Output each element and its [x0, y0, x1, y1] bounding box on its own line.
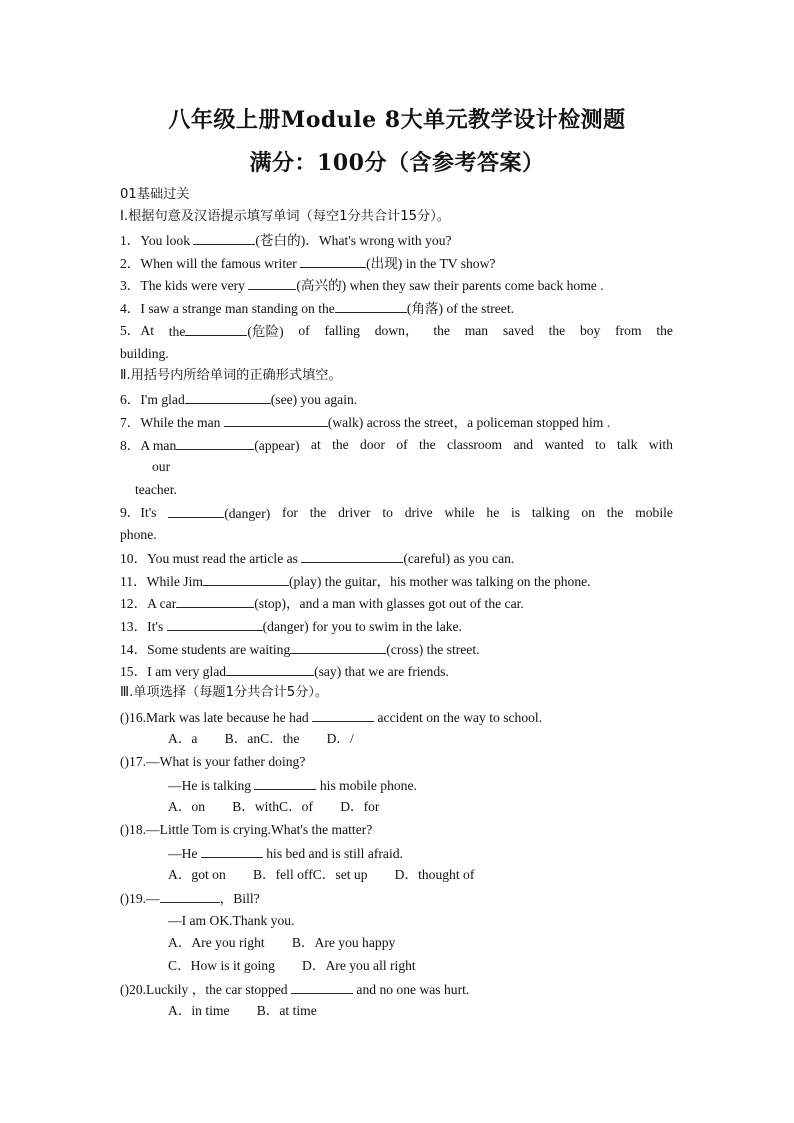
answer-blank — [176, 594, 254, 608]
question-12: 12．A car (stop)，and a man with glasses got out of the car. — [120, 596, 524, 611]
question-6: 6．I'm glad (see) you again. — [120, 392, 358, 407]
question-3: 3．The kids were very (高兴的) when they saw their parents come back home . — [120, 278, 604, 293]
question-14: 14．Some students are waiting (cross) the street. — [120, 642, 480, 657]
question-20: ()20.Luckily ，the car stopped and no one was hurt. — [120, 982, 470, 997]
question-20-options: A．in time B．at time — [168, 1003, 317, 1018]
part3-heading: Ⅲ.单项选择（每题1分共合计5分）。 — [120, 685, 329, 700]
answer-blank — [185, 390, 271, 404]
question-8-continued: our — [152, 459, 171, 474]
answer-blank — [254, 776, 316, 790]
answer-blank — [224, 413, 328, 427]
question-18-options: A．got on B．fell offC．set up D．thought of — [168, 867, 475, 882]
question-5: 5．At the (危险) of falling down， the man saved the boy from the — [120, 323, 673, 339]
question-8-continued: teacher. — [135, 482, 177, 497]
question-4: 4．I saw a strange man standing on the (角落) of the street. — [120, 301, 515, 316]
question-19-options: C．How is it going D．Are you all right — [168, 958, 416, 973]
question-17-options: A．on B．withC．of D．for — [168, 799, 380, 814]
question-16: ()16.Mark was late because he had accident on the way to school. — [120, 710, 543, 725]
answer-blank — [176, 436, 254, 450]
question-9: 9．It's (danger) for the driver to drive while he is talking on the mobile — [120, 505, 673, 521]
answer-blank — [167, 617, 263, 631]
answer-blank — [226, 662, 314, 676]
question-5-continued: building. — [120, 346, 169, 361]
question-16-options: A．a B．anC．the D．/ — [168, 731, 354, 746]
question-7: 7．While the man (walk) across the street，a policeman stopped him . — [120, 415, 611, 430]
document-title: 八年级上册Module 8大单元教学设计检测题 — [168, 107, 626, 133]
question-18-reply: —He his bed and is still afraid. — [168, 846, 403, 861]
question-18: ()18.—Little Tom is crying.What's the matter? — [120, 822, 373, 837]
question-19-reply: —I am OK.Thank you. — [168, 913, 295, 928]
answer-blank — [248, 276, 296, 290]
question-15: 15．I am very glad (say) that we are friends. — [120, 664, 449, 679]
question-17-reply: —He is talking his mobile phone. — [168, 778, 417, 793]
answer-blank — [301, 549, 403, 563]
answer-blank — [201, 844, 263, 858]
question-19: ()19.— ，Bill? — [120, 891, 260, 906]
answer-blank — [300, 254, 366, 268]
part1-heading: Ⅰ.根据句意及汉语提示填写单词（每空1分共合计15分）。 — [120, 209, 450, 224]
answer-blank — [160, 889, 220, 903]
question-9-continued: phone. — [120, 527, 157, 542]
part2-heading: Ⅱ.用括号内所给单词的正确形式填空。 — [120, 368, 342, 383]
section-label: 01基础过关 — [120, 187, 190, 202]
question-19-options: A．Are you right B．Are you happy — [168, 935, 396, 950]
question-11: 11．While Jim (play) the guitar，his mother was talking on the phone. — [120, 574, 591, 589]
answer-blank — [203, 572, 289, 586]
question-17: ()17.—What is your father doing? — [120, 754, 306, 769]
answer-blank — [335, 299, 407, 313]
question-1: 1．You look (苍白的)．What's wrong with you? — [120, 233, 452, 248]
answer-blank — [185, 322, 247, 336]
question-8: 8．A man (appear) at the door of the classroom and wanted to talk with — [120, 437, 673, 453]
document-subtitle: 满分：100分（含参考答案） — [249, 150, 545, 176]
answer-blank — [290, 640, 386, 654]
answer-blank — [193, 231, 255, 245]
answer-blank — [168, 504, 224, 518]
question-10: 10．You must read the article as (careful) as you can. — [120, 551, 515, 566]
question-2: 2．When will the famous writer (出现) in the TV show? — [120, 256, 496, 271]
answer-blank — [291, 980, 353, 994]
question-13: 13．It's (danger) for you to swim in the lake. — [120, 619, 462, 634]
answer-blank — [312, 708, 374, 722]
